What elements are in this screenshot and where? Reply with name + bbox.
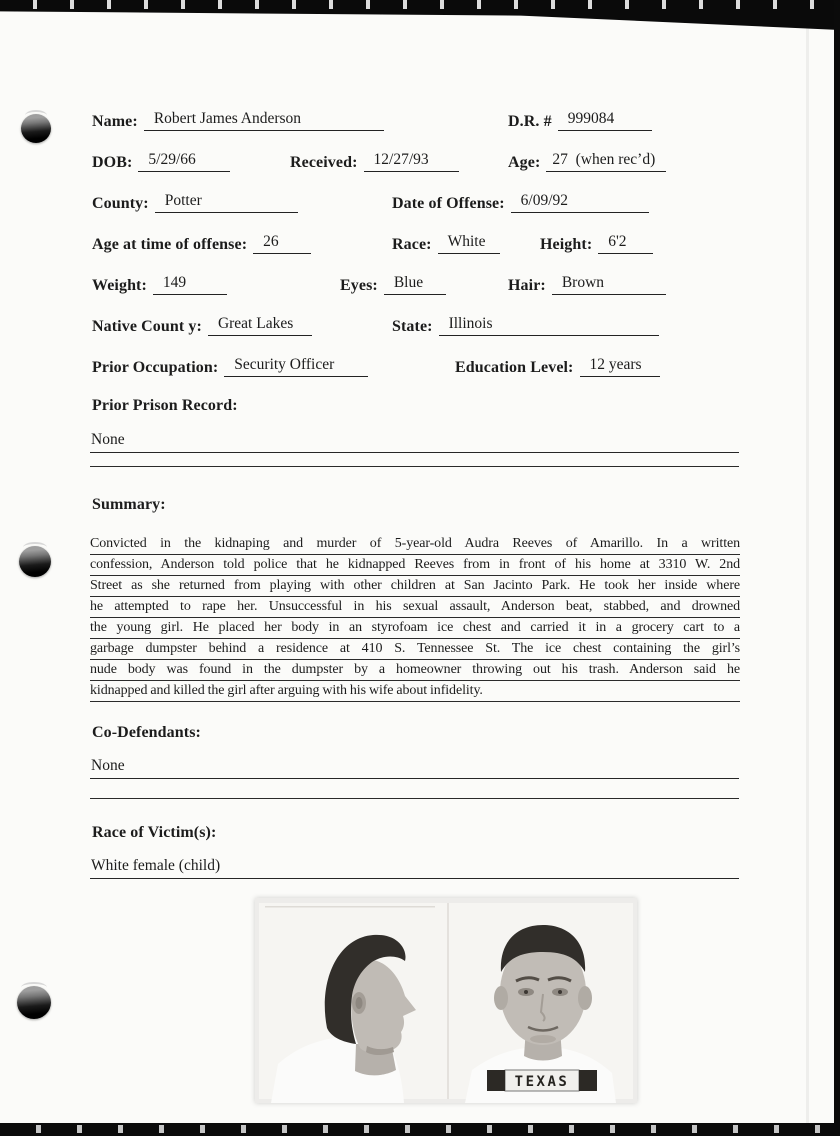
mugshot-illustration	[255, 898, 637, 1103]
field-name-value: Robert James Anderson	[144, 110, 384, 131]
ruled-line	[90, 798, 739, 799]
field-name	[92, 110, 384, 131]
field-dr-number-label: D.R. #	[508, 113, 552, 130]
field-native-county-label: Native Count y:	[92, 318, 202, 335]
texas-placard-text: TEXAS	[514, 1074, 570, 1090]
field-age-value: 27 (when rec’d)	[546, 151, 666, 172]
field-weight-value: 149	[153, 274, 227, 295]
summary-line: the young girl. He placed her body in an styrofoam ice chest and carried it in a grocery cart to a	[90, 618, 740, 639]
field-received	[290, 151, 459, 172]
field-age-at-offense-label: Age at time of offense:	[92, 236, 248, 253]
field-age	[508, 151, 666, 172]
race-of-victims-heading: Race of Victim(s):	[92, 824, 217, 841]
race-of-victims-value: White female (child)	[90, 856, 739, 879]
scan-shade-line	[806, 0, 809, 1136]
summary-line: garbage dumpster behind a residence at 410 S. Tennessee St. The ice chest containing the girl’s	[90, 639, 740, 660]
field-weight-label: Weight:	[92, 277, 147, 294]
field-native-county-value: Great Lakes	[208, 315, 312, 336]
summary-line: Convicted in the kidnaping and murder of 5-year-old Audra Reeves of Amarillo. In a written	[90, 534, 740, 555]
field-weight	[92, 274, 227, 295]
summary-line: kidnapped and killed the girl after arguing with his wife about infidelity.	[90, 681, 740, 702]
field-dr-number	[508, 110, 652, 131]
field-prior-occupation-label: Prior Occupation:	[92, 359, 219, 376]
field-date-of-offense	[392, 192, 649, 213]
field-height-value: 6'2	[598, 233, 653, 254]
field-prior-occupation-value: Security Officer	[224, 356, 368, 377]
field-age-label: Age:	[508, 154, 541, 171]
field-state-value: Illinois	[439, 315, 659, 336]
field-date-of-offense-label: Date of Offense:	[392, 195, 505, 212]
field-height-label: Height:	[540, 236, 593, 253]
hole-punch-icon	[19, 546, 51, 577]
field-dob-label: DOB:	[92, 154, 133, 171]
scan-edge-bottom	[0, 1123, 840, 1136]
ruled-line	[90, 466, 739, 467]
field-county-label: County:	[92, 195, 149, 212]
prior-prison-record-heading: Prior Prison Record:	[92, 397, 238, 414]
co-defendants-value: None	[90, 756, 739, 779]
field-received-label: Received:	[290, 154, 358, 171]
field-native-county	[92, 315, 312, 336]
field-eyes	[340, 274, 446, 295]
field-hair-value: Brown	[552, 274, 666, 295]
summary-heading: Summary:	[92, 496, 166, 513]
field-education-level-label: Education Level:	[455, 359, 574, 376]
field-dob-value: 5/29/66	[138, 151, 230, 172]
prior-prison-record-value: None	[90, 430, 739, 453]
summary-text	[90, 534, 740, 702]
field-state	[392, 315, 659, 336]
field-hair	[508, 274, 666, 295]
texas-placard	[487, 1070, 597, 1091]
field-race	[392, 233, 500, 254]
field-education-level-value: 12 years	[580, 356, 660, 377]
scan-edge-top	[0, 0, 840, 30]
co-defendants-heading: Co-Defendants:	[92, 724, 201, 741]
field-height	[540, 233, 653, 254]
field-date-of-offense-value: 6/09/92	[511, 192, 649, 213]
field-county-value: Potter	[155, 192, 298, 213]
summary-line: Street as she returned from playing with other children at San Jacinto Park. He took her inside where	[90, 576, 740, 597]
field-age-at-offense	[92, 233, 311, 254]
summary-line: confession, Anderson told police that he kidnapped Reeves from in front of his home at 3310 W. 2nd	[90, 555, 740, 576]
field-state-label: State:	[392, 318, 433, 335]
field-dr-number-value: 999084	[558, 110, 652, 131]
field-name-label: Name:	[92, 113, 138, 130]
summary-line: he attempted to rape her. Unsuccessful in his sexual assault, Anderson beat, stabbed, and drowned	[90, 597, 740, 618]
field-dob	[92, 151, 230, 172]
field-county	[92, 192, 298, 213]
summary-line: nude body was found in the dumpster by a homeowner throwing out his trash. Anderson said he	[90, 660, 740, 681]
hole-punch-icon	[21, 114, 51, 143]
field-eyes-value: Blue	[384, 274, 446, 295]
field-hair-label: Hair:	[508, 277, 546, 294]
hole-punch-icon	[17, 986, 51, 1019]
scan-edge-right	[834, 0, 840, 1136]
field-education-level	[455, 356, 660, 377]
field-age-at-offense-value: 26	[253, 233, 311, 254]
mugshot-photo	[255, 898, 637, 1103]
field-received-value: 12/27/93	[364, 151, 459, 172]
field-race-label: Race:	[392, 236, 432, 253]
field-prior-occupation	[92, 356, 368, 377]
field-race-value: White	[438, 233, 500, 254]
field-eyes-label: Eyes:	[340, 277, 378, 294]
